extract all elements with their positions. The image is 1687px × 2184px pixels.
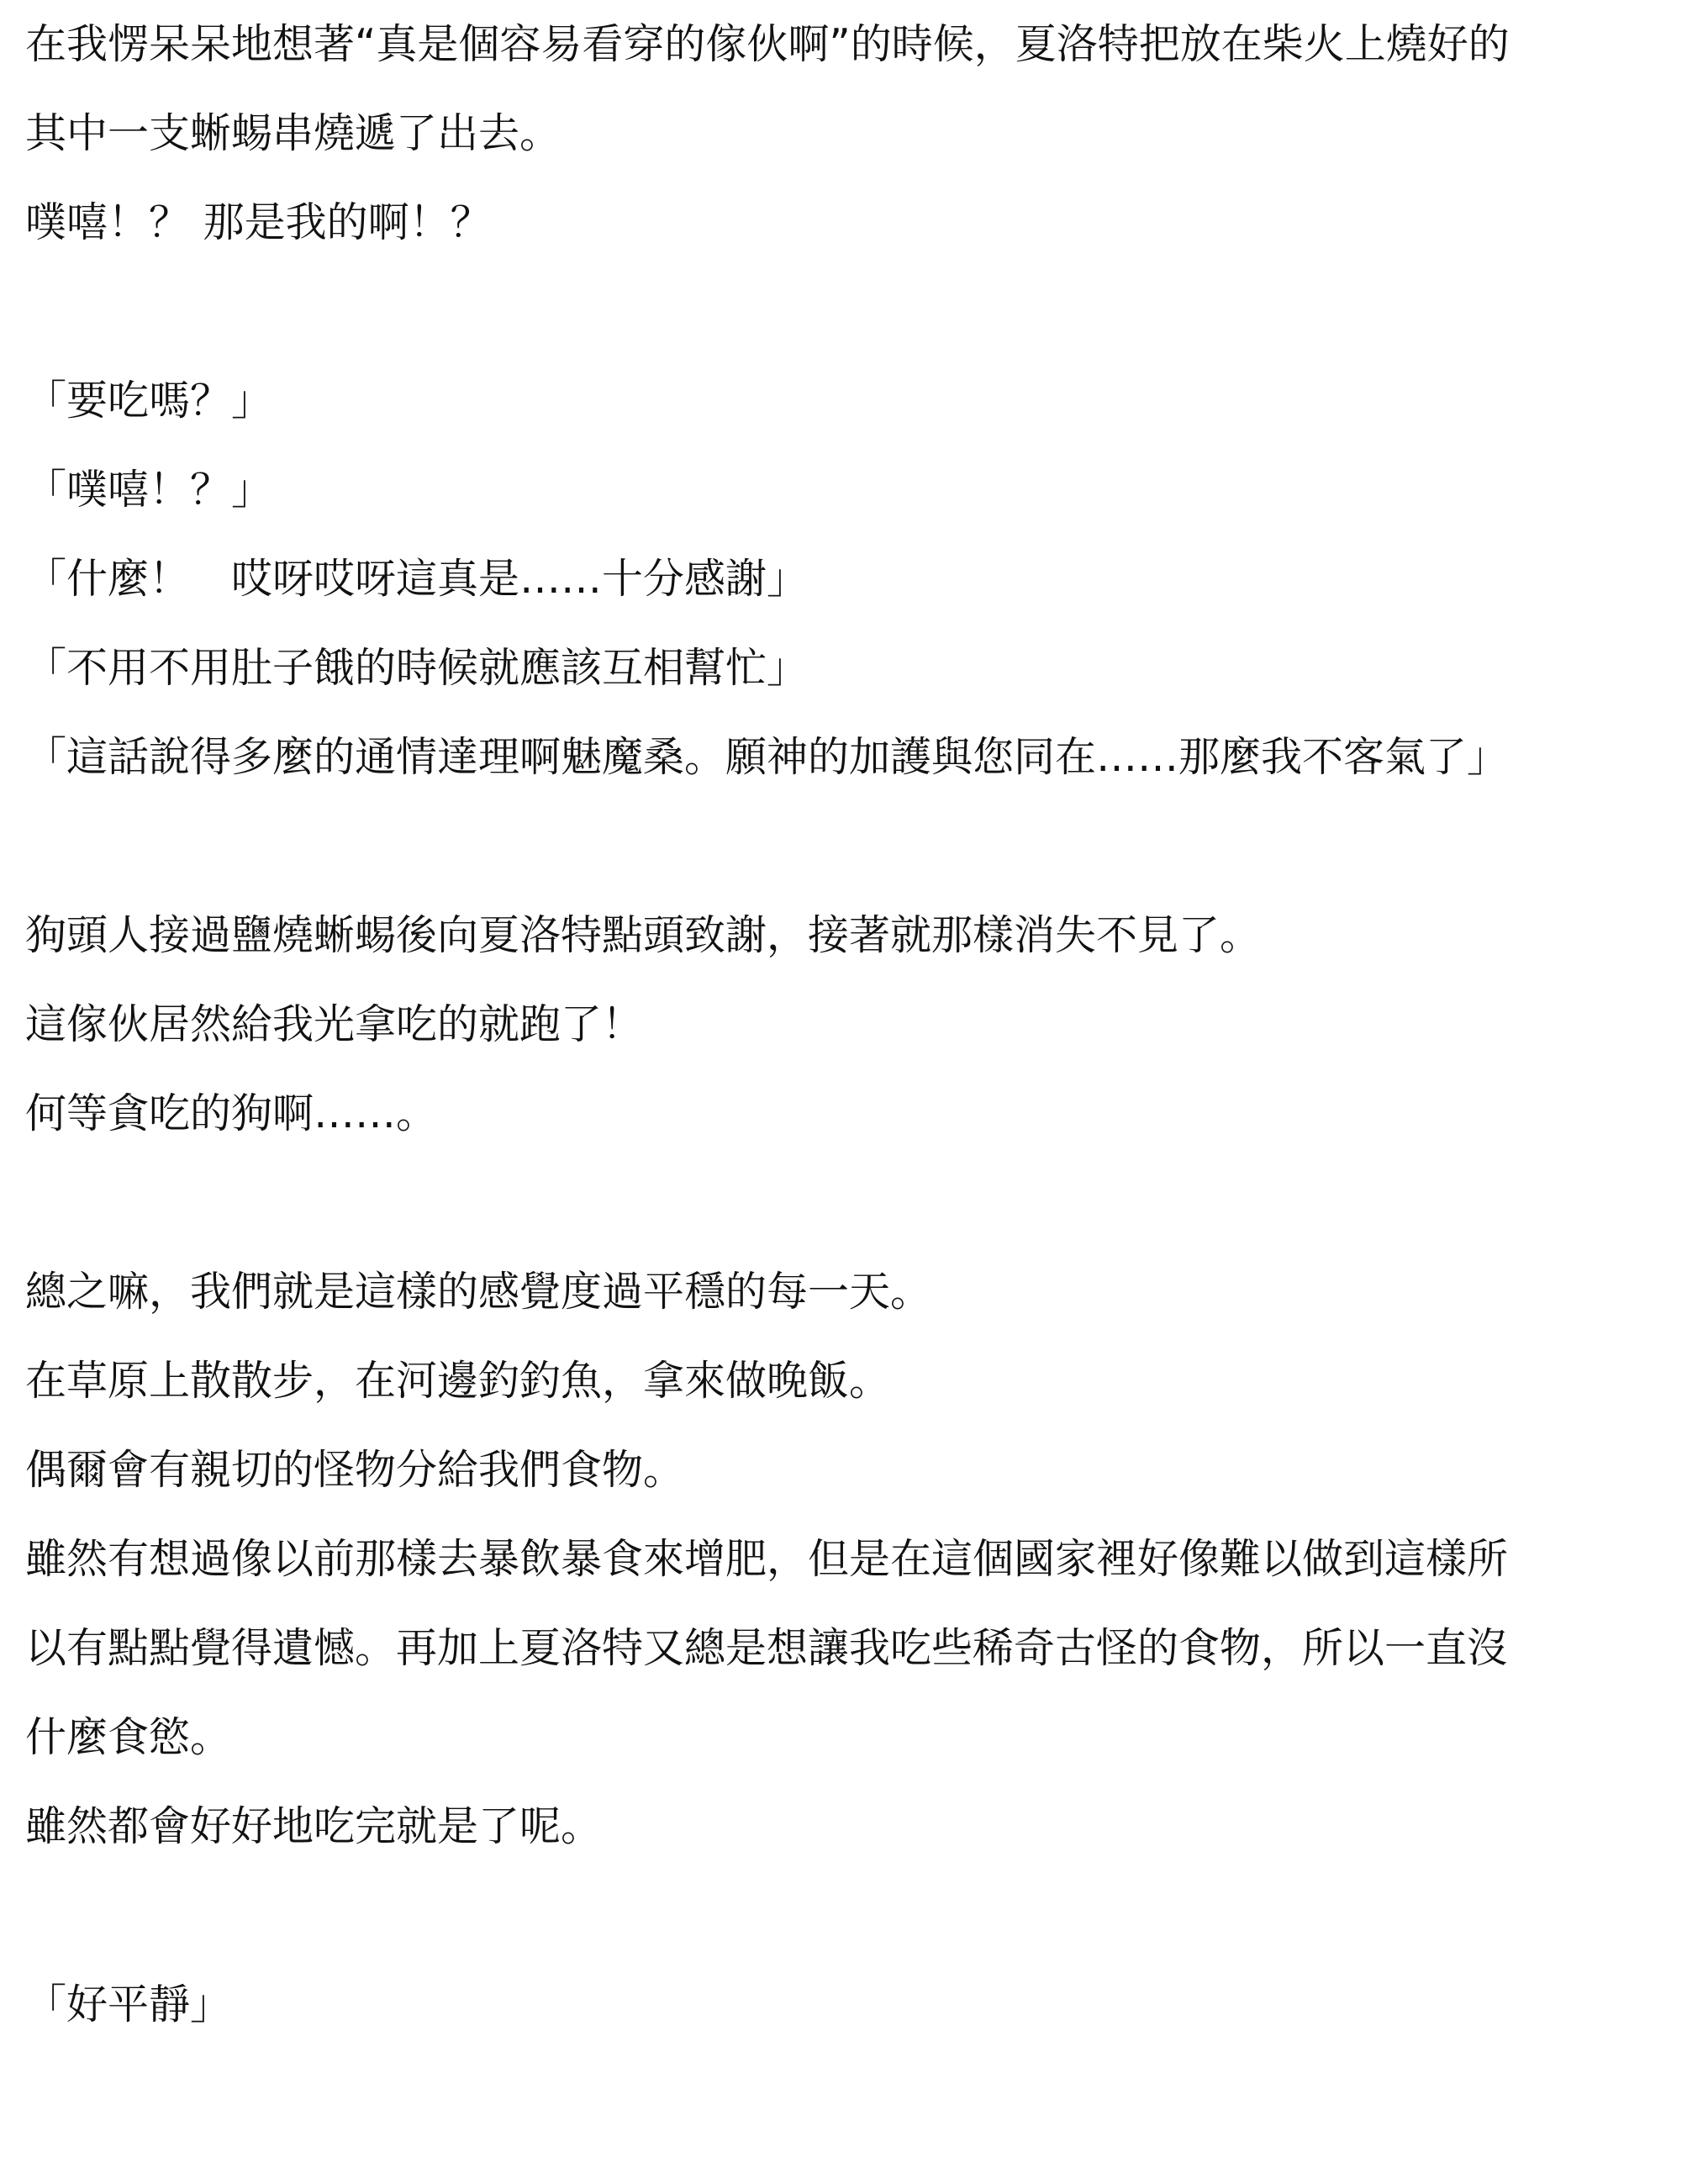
dialogue-line: 「要吃嗎？」 bbox=[25, 377, 273, 425]
blank-line bbox=[25, 267, 1673, 356]
paragraph-line: 雖然有想過像以前那樣去暴飲暴食來增肥，但是在這個國家裡好像難以做到這樣所 bbox=[25, 1535, 1509, 1583]
dialogue-line: 「這話說得多麼的通情達理啊魅魔桑。願神的加護與您同在……那麼我不客氣了」 bbox=[25, 733, 1509, 781]
dialogue-line: 「噗嘻！？」 bbox=[25, 466, 273, 514]
paragraph-line: 在草原上散散步，在河邊釣釣魚，拿來做晚飯。 bbox=[25, 1357, 891, 1405]
paragraph-line: 偶爾會有親切的怪物分給我們食物。 bbox=[25, 1446, 685, 1494]
dialogue-line: 「不用不用肚子餓的時候就應該互相幫忙」 bbox=[25, 644, 809, 692]
paragraph-line: 其中一支蜥蜴串燒遞了出去。 bbox=[25, 109, 561, 157]
paragraph-line: 噗嘻！？ 那是我的啊！？ bbox=[25, 198, 492, 246]
paragraph-line: 在我愣呆呆地想著“真是個容易看穿的傢伙啊”的時候，夏洛特把放在柴火上燒好的 bbox=[25, 20, 1510, 68]
dialogue-line: 「好平靜」 bbox=[25, 1981, 232, 2028]
blank-line bbox=[25, 1158, 1673, 1248]
paragraph-line: 狗頭人接過鹽燒蜥蜴後向夏洛特點頭致謝，接著就那樣消失不見了。 bbox=[25, 911, 1262, 959]
blank-line bbox=[25, 1871, 1673, 1960]
paragraph-line: 何等貪吃的狗啊……。 bbox=[25, 1089, 438, 1137]
document-body bbox=[25, 0, 1673, 2049]
paragraph-line: 這傢伙居然給我光拿吃的就跑了！ bbox=[25, 1000, 644, 1048]
paragraph-line: 總之嘛，我們就是這樣的感覺度過平穩的每一天。 bbox=[25, 1268, 932, 1316]
paragraph-line: 雖然都會好好地吃完就是了呢。 bbox=[25, 1802, 603, 1850]
blank-line bbox=[25, 802, 1673, 891]
paragraph-line: 什麼食慾。 bbox=[25, 1713, 232, 1761]
dialogue-line: 「什麼！ 哎呀哎呀這真是……十分感謝」 bbox=[25, 555, 809, 603]
paragraph-line: 以有點點覺得遺憾。再加上夏洛特又總是想讓我吃些稀奇古怪的食物，所以一直沒 bbox=[25, 1624, 1509, 1672]
